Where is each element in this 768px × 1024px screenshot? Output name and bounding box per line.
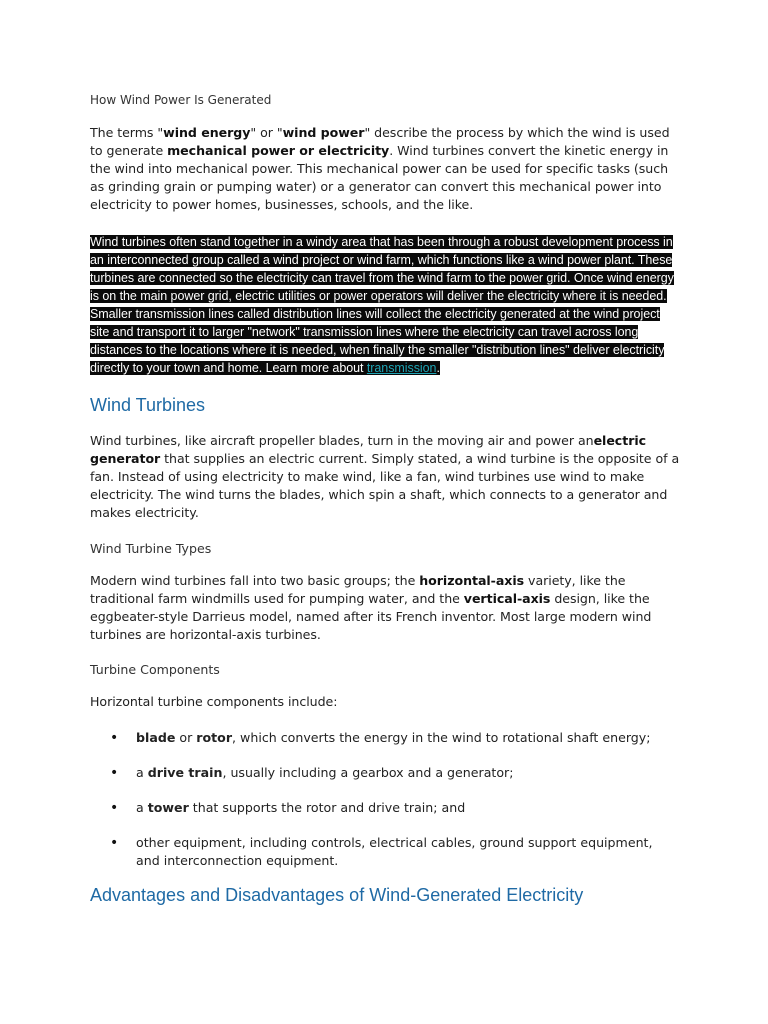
term-vertical-axis: vertical-axis: [463, 591, 551, 606]
highlighted-text[interactable]: Wind turbines often stand together in a windy area that has been through a robust development process in an interconnected group called a wind project or wind farm, which functions like a wind power plant. These turbines are connected so the electricity can travel from the wind farm to the power grid. Once wind energy is on the main power grid, electric utilities or power operators will deliver the electricity where it is needed. Smaller transmission lines called distribution lines will collect the electricity generated at the wind project site and transport it to larger "network" transmission lines where the electricity can travel across long distances to the locations where it is needed, when finally the smaller "distribution lines" deliver electricity directly to your town and home. Learn more about transmission.: [90, 235, 674, 375]
subheading-turbine-components: Turbine Components: [90, 662, 220, 677]
term-electric-generator: electric generator: [90, 433, 647, 466]
bullet-icon: •: [110, 730, 119, 746]
list-item: • blade or rotor, which converts the energy in the wind to rotational shaft energy;: [110, 730, 651, 746]
term-horizontal-axis: horizontal-axis: [419, 573, 525, 588]
components-intro: Horizontal turbine components include:: [90, 694, 338, 709]
term-wind-power: wind power: [282, 125, 365, 140]
transmission-link[interactable]: transmission: [366, 361, 437, 375]
turbines-paragraph: Wind turbines, like aircraft propeller blades, turn in the moving air and power anelectric generator that supplies an electric current. Simply stated, a wind turbine is the opposite of a fan. Instead of using electricity to make wind, like a fan, wind turbines use wind to make electricity. The wind turns the blades, which spin a shaft, which connects to a generator and makes electricity.: [90, 433, 680, 520]
bullet-icon: •: [110, 835, 119, 851]
list-item: • a drive train, usually including a gearbox and a generator;: [110, 765, 514, 781]
heading-advantages: Advantages and Disadvantages of Wind-Generated Electricity: [90, 885, 584, 905]
list-item: • other equipment, including controls, electrical cables, ground support equipment, and interconnection equipment.: [110, 835, 653, 868]
bullet-icon: •: [110, 765, 119, 781]
term-wind-energy: wind energy: [163, 125, 251, 140]
components-list: [90, 729, 670, 887]
heading-wind-turbines: Wind Turbines: [90, 395, 206, 415]
types-paragraph: Modern wind turbines fall into two basic groups; the horizontal-axis variety, like the traditional farm windmills used for pumping water, and the vertical-axis design, like the eggbeater-style Darrieus model, named after its French inventor. Most large modern wind turbines are horizontal-axis turbines.: [90, 573, 652, 642]
page-title: How Wind Power Is Generated: [90, 93, 272, 107]
subheading-turbine-types: Wind Turbine Types: [90, 541, 212, 556]
term-mechanical-power: mechanical power or electricity: [167, 143, 390, 158]
bullet-icon: •: [110, 800, 119, 816]
list-item: • a tower that supports the rotor and drive train; and: [110, 800, 466, 816]
highlighted-paragraph[interactable]: [90, 233, 680, 377]
intro-paragraph: The terms "wind energy" or "wind power" describe the process by which the wind is used to generate mechanical power or electricity. Wind turbines convert the kinetic energy in the wind into mechanical power. This mechanical power can be used for specific tasks (such as grinding grain or pumping water) or a generator can convert this mechanical power into electricity to power homes, businesses, schools, and the like.: [90, 125, 670, 212]
